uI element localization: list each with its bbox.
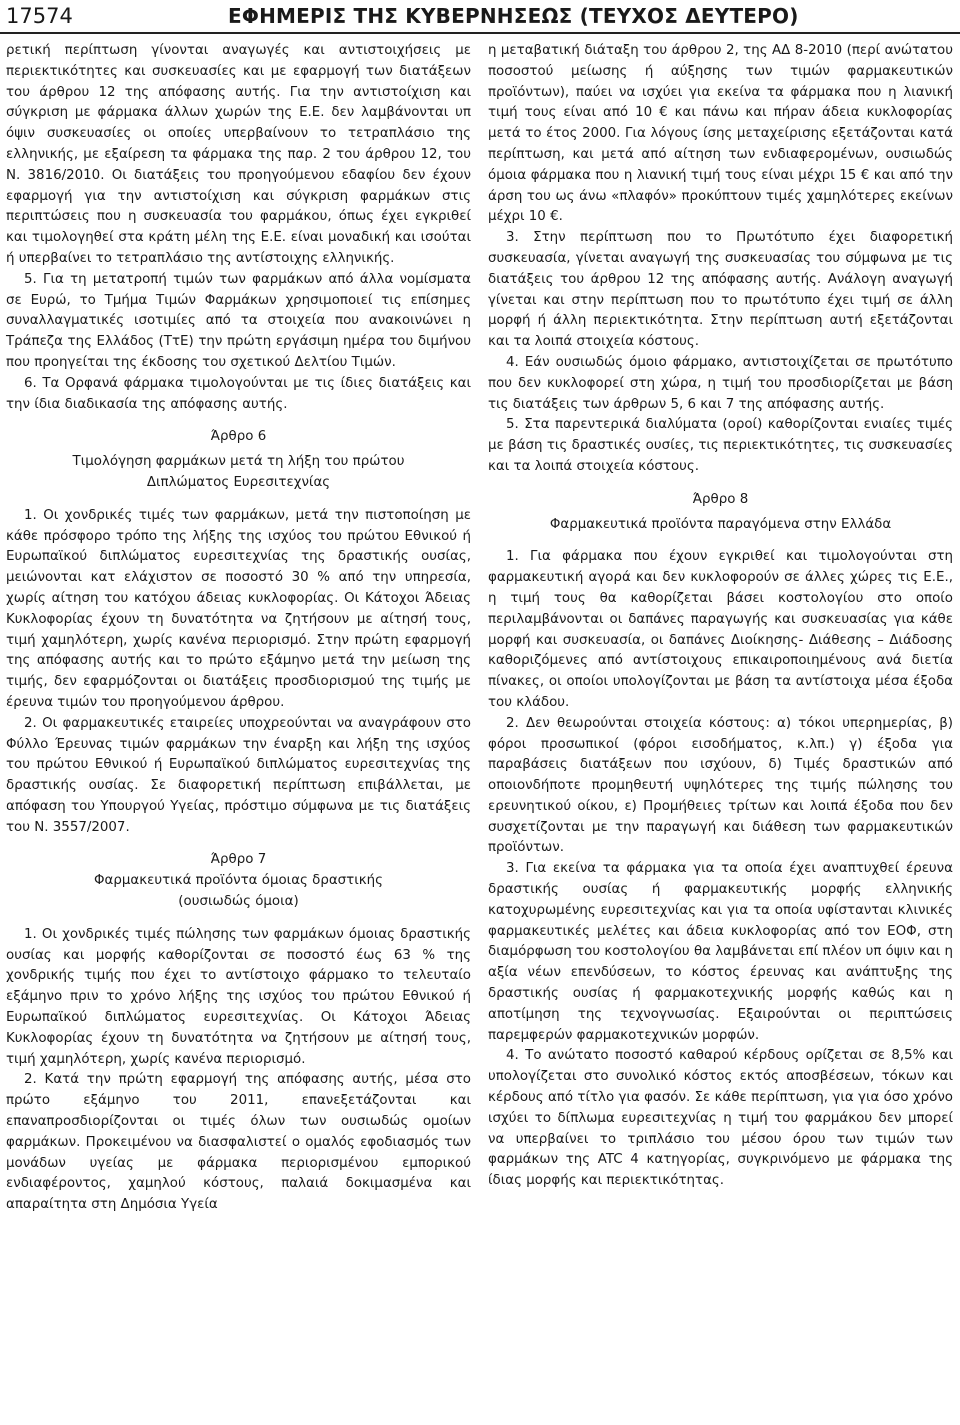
article-7-title: Φαρμακευτικά προϊόντα όμοιας δραστικής — [94, 873, 383, 889]
paragraph: 6. Τα Ορφανά φάρμακα τιμολογούνται με τις ίδιες διατάξεις και την ίδια διαδικασία της απόφασης αυτής. — [6, 375, 471, 412]
paragraph: 5. Στα παρεντερικά διαλύματα (οροί) καθορίζονται ενιαίες τιμές με βάση τις δραστικές ουσίες, τις περιεκτικότητες, τις συσκευασίες και τα λοιπά στοιχεία κόστους. — [488, 417, 953, 474]
article-7-title-line2: (ουσιωδώς όμοια) — [178, 894, 299, 910]
paragraph: 1. Οι χονδρικές τιμές πώλησης των φαρμάκων όμοιας δραστικής ουσίας και μορφής καθορίζονται σε ποσοστό έως 63 % της χονδρικής τιμής που έχει το αντίστοιχο φάρμακο το τελευταίο εξάμηνο πριν το χρόνο λήξης της ισχύος του πρώτου Εθνικού ή Ευρωπαϊκού διπλώματος ευρεσιτεχνίας. Οι Κάτοχοι Άδειας Κυκλοφορίας έχουν τη δυνατότητα να ζητήσουν με αίτησή τους, τιμή χαμηλότερη, χωρίς κανένα περιορισμό. — [6, 926, 471, 1067]
article-8-heading: Άρθρο 8 — [692, 491, 749, 507]
page-header — [0, 0, 960, 36]
article-6-title-line2: Διπλώματος Ευρεσιτεχνίας — [146, 474, 331, 490]
page-number: 17574 — [6, 4, 73, 28]
left-column — [6, 41, 471, 1216]
paragraph: 3. Στην περίπτωση που το Πρωτότυπο έχει διαφορετική συσκευασία, γίνεται αναγωγή της συσκευασίας του σύμφωνα με τις διατάξεις του άρθρου 12 της απόφασης αυτής. Ανάλογη αναγωγή γίνεται και στην περίπτωση που το πρωτότυπο έχει τιμή σε άλλη μορφή ή άλλη περιεκτικότητα. Στην περίπτωση αυτή εξετάζονται και τα λοιπά στοιχεία κόστους. — [488, 230, 953, 350]
paragraph: 2. Κατά την πρώτη εφαρμογή της απόφασης αυτής, μέσα στο πρώτο εξάμηνο του 2011, επανεξετάζονται και επαναπροσδιορίζονται οι τιμές όλων των ουσιωδώς ομοίων φαρμάκων. Προκειμένου να διασφαλιστεί ο ομαλός εφοδιασμός των μονάδων υγείας με φάρμακα περιορισμένου εμπορικού ενδιαφέροντος, χαμηλού κόστους, παλαιά δοκιμασμένα και απαραίτητα στη Δημόσια Υγεία — [6, 1072, 471, 1213]
paragraph: 1. Για φάρμακα που έχουν εγκριθεί και τιμολογούνται στη φαρμακευτική αγορά και δεν κυκλοφορούν σε άλλες χώρες τις Ε.Ε., η τιμή τους θα καθορίζεται βάσει κοστολογίου στο οποίο περιλαμβάνονται οι δαπάνες παραγωγής και συσκευασίας για κάθε μορφή και συσκευασία, οι δαπάνες Διοίκησης‑ Διάθεσης – Διάδοσης καθοριζόμενες από αντίστοιχους επικαιροποιημένους ανά διετία πίνακες, οι οποίοι υπολογίζονται με βάση τα αντίστοιχα μέσα έξοδα του κλάδου. — [488, 549, 953, 710]
right-column — [488, 41, 953, 1192]
gazette-title: ΕΦΗΜΕΡΙΣ ΤΗΣ ΚΥΒΕΡΝΗΣΕΩΣ (ΤΕΥΧΟΣ ΔΕΥΤΕΡΟ) — [228, 4, 799, 28]
paragraph: 1. Οι χονδρικές τιμές των φαρμάκων, μετά την πιστοποίηση με κάθε πρόσφορο τρόπο της λήξης της ισχύος του πρώτου Εθνικού ή Ευρωπαϊκού διπλώματος ευρεσιτεχνίας της δραστικής ουσίας, μειώνονται κατ ελάχιστον σε ποσοστό 30 % από την υπηρεσία, χωρίς αίτηση του κατόχου άδειας κυκλοφορίας. Οι Κάτοχοι Άδειας Κυκλοφορίας έχουν τη δυνατότητα να ζητήσουν με αίτησή τους, τιμή χαμηλότερη, χωρίς κανένα περιορισμό. Στην πρώτη εφαρμογή της απόφασης αυτής και το πρώτο εξάμηνο μετά την μείωση της τιμής, δεν εφαρμόζονται οι διατάξεις προσδιορισμού της τιμής με έρευνα τιμών του προηγούμενου άρθρου. — [6, 507, 471, 710]
paragraph: 4. Εάν ουσιωδώς όμοιο φάρμακο, αντιστοιχίζεται σε πρωτότυπο που δεν κυκλοφορεί στη χώρα, η τιμή του προσδιορίζεται με βάση τις διατάξεις των άρθρων 5, 6 και 7 της απόφασης αυτής. — [488, 354, 953, 412]
paragraph: 2. Οι φαρμακευτικές εταιρείες υποχρεούνται να αναγράφουν στο Φύλλο Έρευνας τιμών φαρμάκων την έναρξη και λήξη της ισχύος του πρώτου Εθνικού ή Ευρωπαϊκού διπλώματος ευρεσιτεχνίας της δραστικής ουσίας. Σε διαφορετική περίπτωση επιβάλλεται, με απόφαση του Υπουργού Υγείας, πρόστιμο σύμφωνα με τις διατάξεις του Ν. 3557/2007. — [6, 715, 471, 835]
article-6-heading: Άρθρο 6 — [210, 429, 267, 445]
article-7-heading: Άρθρο 7 — [210, 852, 267, 868]
article-8-title: Φαρμακευτικά προϊόντα παραγόμενα στην Ελλάδα — [549, 516, 892, 532]
paragraph: η μεταβατική διάταξη του άρθρου 2, της ΑΔ 8‑2010 (περί ανώτατου ποσοστού μείωσης ή αύξησης των τιμών φαρμακευτικών προϊόντων), παύει να ισχύει για εκείνα τα φάρμακα που η λιανική τιμή τους είναι από 10 € και πάνω και πήραν άδεια κυκλοφορίας μετά το έτος 2000. Για λόγους ίσης μεταχείρισης εξετάζονται κατά περίπτωση, και μετά από αίτηση των ενδιαφερομένων, ουσιωδώς όμοια φάρμακα που η λιανική τιμή τους είναι μέχρι 15 € και από την άρση του ως άνω «πλαφόν» προκύπτουν τιμές χαμηλότερες εκείνων μέχρι 10 €. — [488, 43, 953, 225]
paragraph: 3. Για εκείνα τα φάρμακα για τα οποία έχει αναπτυχθεί έρευνα δραστικής ουσίας ή φαρμακευτικής μορφής ελληνικής κατοχυρωμένης ευρεσιτεχνίας και για τα οποία υφίστανται κλινικές φαρμακευτικές μελέτες και άδεια κυκλοφορίας από τον ΕΟΦ, στη διαμόρφωση του κοστολογίου θα λαμβάνεται επί πλέον υπ όψιν και η αξία νέων επενδύσεων, το κόστος έρευνας και ανάπτυξης της δραστικής ουσίας ή φαρμακοτεχνικής μορφής καθώς και η αποτίμηση της τεχνογνωσίας. Εξαιρούνται οι περιπτώσεις παρεμφερών φαρμακοτεχνικών μορφών. — [488, 861, 953, 1043]
header-rule — [0, 32, 960, 34]
article-6-title: Τιμολόγηση φαρμάκων μετά τη λήξη του πρώτου — [72, 454, 405, 470]
paragraph: 5. Για τη μετατροπή τιμών των φαρμάκων από άλλα νομίσματα σε Ευρώ, το Τμήμα Τιμών Φαρμάκων χρησιμοποιεί τις επίσημες συναλλαγματικές ισοτιμίες από τα στοιχεία που ανακοινώνει η Τράπεζα της Ελλάδος (ΤτΕ) την πρώτη εργάσιμη ημέρα του διμήνου που προηγείται της έκδοσης του σχετικού Δελτίου Τιμών. — [6, 271, 471, 370]
paragraph: ρετική περίπτωση γίνονται αναγωγές και αντιστοιχήσεις με περιεκτικότητες και συσκευασίες και με εφαρμογή των διατάξεων του άρθρου 12 της απόφασης αυτής. Για την αντιστοίχιση και σύγκριση με φάρμακα άλλων χωρών της Ε.Ε. δεν λαμβάνονται υπ όψιν συσκευασίες οι οποίες υπερβαίνουν το τετραπλάσιο της ελληνικής, με εξαίρεση τα φάρμακα της παρ. 2 του άρθρου 12, του Ν. 3816/2010. Οι διατάξεις του προηγούμενου εδαφίου δεν έχουν εφαρμογή για την αντιστοίχιση και σύγκριση φαρμάκων στις περιπτώσεις που η συσκευασία του φαρμάκου, όπως έχει εγκριθεί και τιμολογηθεί στα κράτη μέλη της Ε.Ε. είναι μοναδική και ισούται ή υπερβαίνει το τετραπλάσιο της αντίστοιχης ελληνικής. — [6, 43, 471, 266]
paragraph: 2. Δεν θεωρούνται στοιχεία κόστους: α) τόκοι υπερημερίας, β) φόροι προσωπικοί (φόροι εισοδήματος, κ.λπ.) γ) έξοδα για παραβάσεις διατάξεων που ισχύουν, δ) Τιμές δραστικών από οποιονδήποτε προμηθευτή υψηλότερες της τιμής πώλησης του ερευνητικού οίκου, ε) Προμήθειες τρίτων και λοιπά έξοδα που δεν συσχετίζονται με την παραγωγή και διάθεση των φαρμακευτικών προϊόντων. — [488, 715, 953, 856]
paragraph: 4. Το ανώτατο ποσοστό καθαρού κέρδους ορίζεται σε 8,5% και υπολογίζεται στο συνολικό κόστος εκτός αποσβέσεων, τόκων και κέρδους από τίτλο για φασόν. Σε κάθε περίπτωση, για για όσο χρόνο ισχύει το δίπλωμα ευρεσιτεχνίας η τιμή του φαρμάκου δεν μπορεί να υπερβαίνει το τριπλάσιο του μέσου όρου των τιμών των φαρμάκων της ATC 4 κατηγορίας, συγκρινόμενο με φάρμακα της ίδιας μορφής και περιεκτικότητας. — [488, 1048, 953, 1189]
